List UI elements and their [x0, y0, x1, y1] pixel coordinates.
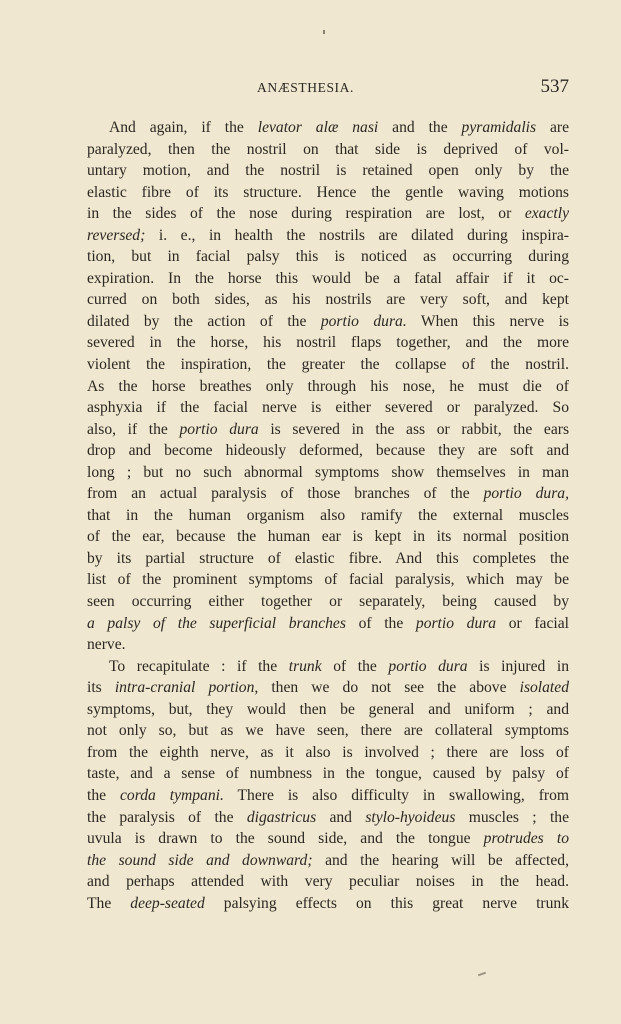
text-run: As the horse breathes only through his nose, he must die of: [87, 377, 569, 395]
text-run: not only so, but as we have seen, there are collateral symptoms: [87, 722, 569, 740]
text-run: is severed in the ass or rabbit, the ears: [258, 420, 570, 438]
text-line: [87, 440, 569, 462]
italic-term: intra-cranial portion,: [114, 679, 259, 697]
text-line: [87, 268, 569, 290]
italic-term: portio dura: [388, 657, 468, 675]
text-line: [87, 871, 569, 893]
text-line: [87, 591, 569, 613]
text-run: There is also difficulty in swallowing, from: [223, 786, 570, 804]
italic-term: portio dura: [415, 614, 497, 632]
text-line: [87, 246, 569, 268]
text-line: [87, 785, 569, 807]
text-line: [87, 289, 569, 311]
text-line: [87, 893, 569, 915]
text-run: expiration. In the horse this would be a fatal affair if it oc-: [87, 269, 569, 287]
text-line: [87, 311, 569, 333]
text-run: is injured in: [467, 657, 569, 675]
text-run: nerve.: [87, 636, 126, 654]
text-run: and the hearing will be affected,: [312, 851, 569, 869]
text-run: i. e., in health the nostrils are dilated during inspira-: [145, 226, 569, 244]
italic-term: pyramidalis: [461, 119, 537, 136]
text-run: then we do not see the above: [258, 679, 520, 697]
text-line: [87, 548, 569, 570]
text-line: [87, 677, 569, 699]
italic-term: portio dura: [179, 420, 259, 438]
text-run: palsying effects on this great nerve trunk: [204, 894, 569, 912]
page-header: [87, 78, 569, 102]
text-run: of the: [321, 657, 389, 675]
text-line: [87, 505, 569, 527]
italic-term: exactly: [524, 205, 569, 223]
text-line: [87, 225, 569, 247]
text-line: [87, 203, 569, 225]
text-run: in the sides of the nose during respiration are lost, or: [87, 205, 525, 223]
text-run: by its partial structure of elastic fibre. And this completes the: [87, 549, 569, 567]
text-run: its: [87, 679, 115, 697]
text-run: that in the human organism also ramify the external muscles: [87, 506, 569, 524]
text-run: severed in the horse, his nostril flaps together, and the more: [87, 334, 569, 352]
text-run: and the: [378, 119, 462, 136]
text-run: elastic fibre of its structure. Hence the gentle waving motions: [87, 183, 569, 201]
text-line: [87, 613, 569, 635]
text-run: untary motion, and the nostril is retained open only by the: [87, 162, 569, 180]
text-line: [87, 634, 569, 656]
text-line: [87, 699, 569, 721]
text-run: long ; but no such abnormal symptoms show themselves in man: [87, 463, 569, 481]
text-run: the: [87, 786, 120, 804]
running-title: ANÆSTHESIA.: [257, 80, 354, 95]
text-line: [87, 462, 569, 484]
text-line: [87, 139, 569, 161]
text-run: of the: [345, 614, 416, 632]
italic-term: levator alæ nasi: [257, 119, 379, 136]
text-run: are: [536, 119, 570, 136]
text-line: [87, 376, 569, 398]
italic-term: protrudes to: [483, 830, 569, 848]
text-run: paralyzed, then the nostril on that side is deprived of vol-: [87, 140, 569, 158]
text-run: The: [87, 894, 131, 912]
text-run: and: [316, 808, 366, 826]
text-line: [87, 850, 569, 872]
italic-term: digastricus: [246, 808, 317, 826]
text-run: drop and become hideously deformed, because they are soft and: [87, 442, 569, 460]
italic-term: portio dura.: [320, 312, 407, 330]
italic-term: a palsy of the superficial branches: [87, 614, 346, 632]
text-line: [87, 807, 569, 829]
italic-term: portio dura,: [483, 485, 569, 503]
text-run: symptoms, but, they would then be general and uniform ; and: [87, 700, 569, 718]
text-run: dilated by the action of the: [87, 312, 321, 330]
text-run: And again, if the: [109, 119, 258, 136]
text-run: When this nerve is: [406, 312, 569, 330]
body-text: [87, 117, 569, 914]
text-run: also, if the: [87, 420, 180, 438]
text-line: [87, 742, 569, 764]
text-line: [87, 656, 569, 678]
text-line: [87, 117, 569, 139]
text-run: seen occurring either together or separately, being caused by: [87, 593, 569, 611]
ink-mark: [478, 972, 486, 977]
text-run: of the ear, because the human ear is kept in its normal position: [87, 528, 569, 546]
text-line: [87, 160, 569, 182]
text-line: [87, 354, 569, 376]
italic-term: isolated: [519, 679, 569, 697]
page-number: 537: [540, 76, 569, 97]
text-line: [87, 720, 569, 742]
text-line: [87, 569, 569, 591]
text-run: the paralysis of the: [87, 808, 247, 826]
text-run: list of the prominent symptoms of facial paralysis, which may be: [87, 571, 569, 589]
text-line: [87, 763, 569, 785]
italic-term: trunk: [288, 657, 322, 675]
text-run: curred on both sides, as his nostrils are very soft, and kept: [87, 291, 569, 309]
text-run: and perhaps attended with very peculiar noises in the head.: [87, 873, 569, 891]
text-run: To recapitulate : if the: [109, 657, 289, 675]
text-run: muscles ; the: [455, 808, 569, 826]
text-run: from the eighth nerve, as it also is involved ; there are loss of: [87, 743, 569, 761]
text-line: [87, 182, 569, 204]
page-speck: [323, 30, 325, 34]
text-run: from an actual paralysis of those branches of the: [87, 485, 484, 503]
text-line: [87, 332, 569, 354]
text-line: [87, 483, 569, 505]
text-run: asphyxia if the facial nerve is either severed or paralyzed. So: [87, 399, 569, 417]
text-run: taste, and a sense of numbness in the tongue, caused by palsy of: [87, 765, 569, 783]
text-run: or facial: [496, 614, 569, 632]
italic-term: deep-seated: [130, 894, 205, 912]
italic-term: the sound side and downward;: [87, 851, 313, 869]
text-line: [87, 526, 569, 548]
italic-term: reversed;: [87, 226, 146, 244]
text-run: tion, but in facial palsy this is noticed as occurring during: [87, 248, 569, 266]
text-line: [87, 397, 569, 419]
text-line: [87, 828, 569, 850]
text-line: [87, 419, 569, 441]
text-run: violent the inspiration, the greater the collapse of the nostril.: [87, 356, 569, 374]
text-run: uvula is drawn to the sound side, and the tongue: [87, 830, 484, 848]
italic-term: stylo-hyoideus: [365, 808, 456, 826]
italic-term: corda tympani.: [120, 786, 224, 804]
